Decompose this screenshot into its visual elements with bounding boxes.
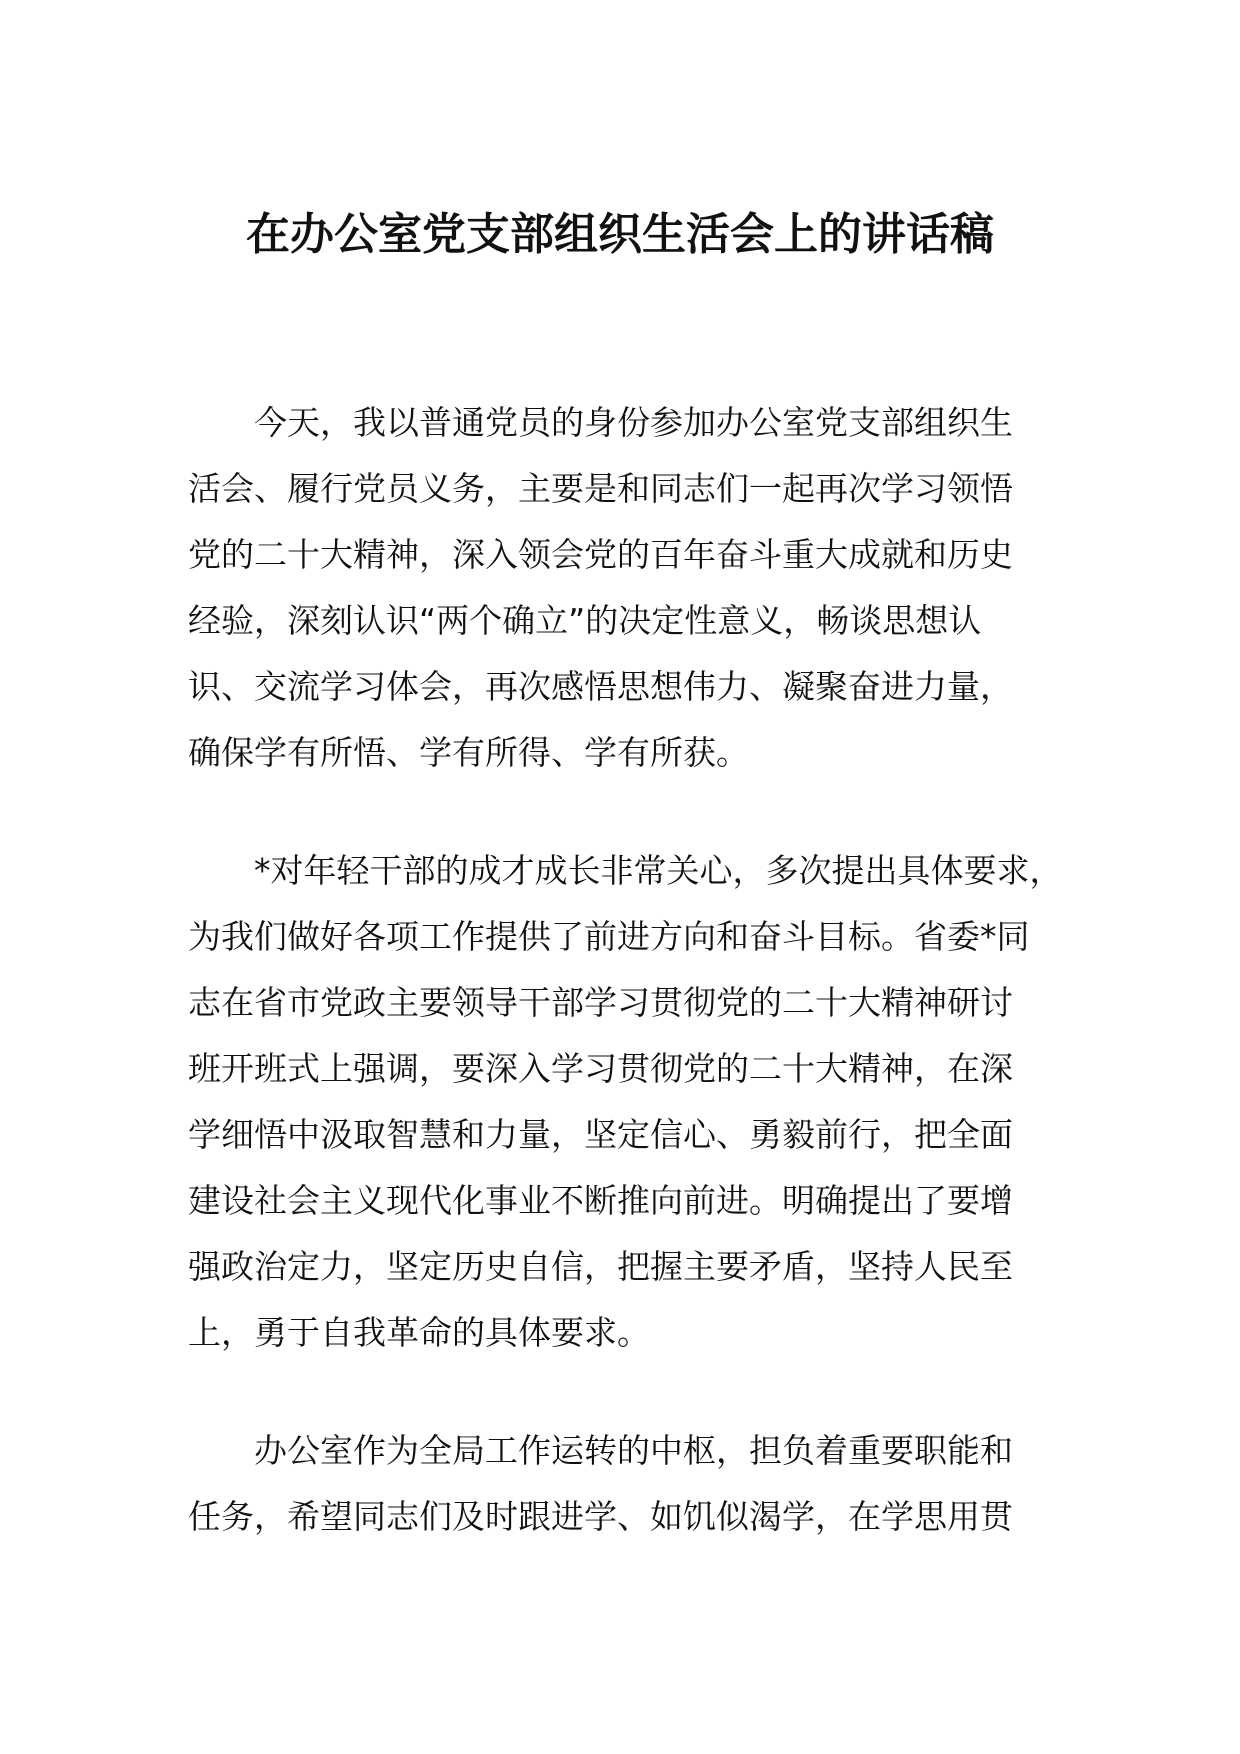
document-body	[188, 390, 1068, 1602]
text-line: 识、交流学习体会，再次感悟思想伟力、凝聚奋进力量，	[188, 667, 1013, 706]
text-line: 活会、履行党员义务，主要是和同志们一起再次学习领悟	[188, 469, 1013, 508]
text-line: 强政治定力，坚定历史自信，把握主要矛盾，坚持人民至	[188, 1247, 1013, 1286]
text-line: 上，勇于自我革命的具体要求。	[188, 1313, 650, 1352]
text-line: 任务，希望同志们及时跟进学、如饥似渴学，在学思用贯	[188, 1497, 1013, 1536]
paragraph-2	[188, 838, 1068, 1366]
text-line: 办公室作为全局工作运转的中枢，担负着重要职能和	[254, 1431, 1013, 1470]
document-title: 在办公室党支部组织生活会上的讲话稿	[246, 209, 994, 260]
text-line: 建设社会主义现代化事业不断推向前进。明确提出了要增	[188, 1181, 1013, 1220]
text-line: 为我们做好各项工作提供了前进方向和奋斗目标。省委*同	[188, 917, 1030, 956]
text-line: 确保学有所悟、学有所得、学有所获。	[188, 733, 749, 772]
text-line: 班开班式上强调，要深入学习贯彻党的二十大精神，在深	[188, 1049, 1013, 1088]
paragraph-3	[188, 1418, 1068, 1550]
text-line: 经验，深刻认识“两个确立”的决定性意义，畅谈思想认	[188, 601, 982, 640]
text-line: 学细悟中汲取智慧和力量，坚定信心、勇毅前行，把全面	[188, 1115, 1013, 1154]
text-line: 今天，我以普通党员的身份参加办公室党支部组织生	[254, 403, 1013, 442]
paragraph-1	[188, 390, 1068, 786]
text-line: 志在省市党政主要领导干部学习贯彻党的二十大精神研讨	[188, 983, 1013, 1022]
text-line: *对年轻干部的成才成长非常关心，多次提出具体要求，	[254, 851, 1063, 890]
text-line: 党的二十大精神，深入领会党的百年奋斗重大成就和历史	[188, 535, 1013, 574]
